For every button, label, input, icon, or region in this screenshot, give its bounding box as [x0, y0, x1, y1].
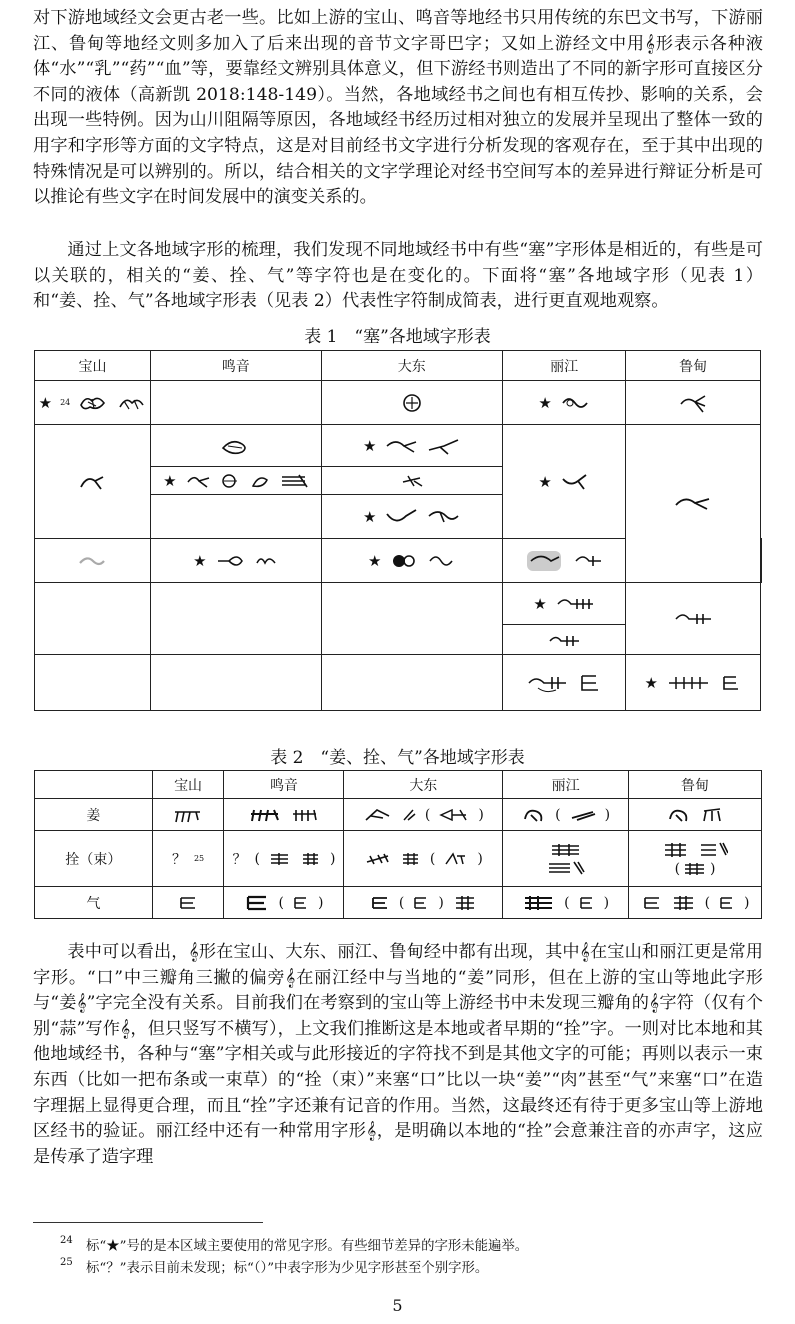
- unknown-mark: ？: [171, 851, 186, 868]
- paren-close: ): [604, 806, 611, 823]
- table1-cell: [35, 539, 151, 583]
- body-paragraph-2: 通过上文各地域字形的梳理，我们发现不同地域经书中有些“塞”字形体是相近的，有些是可以关联的，相关的“姜、拴、气”等字符也是在变化的。下面将“塞”各地域字形（见表 1）和“姜、拴、气”各地域字形表（见表 2）代表性字符制成简表，进行更直观地观察。: [33, 240, 763, 312]
- table1-cell: [35, 583, 151, 655]
- dongba-glyph: [641, 894, 663, 912]
- table1-header-dadong: 大东: [321, 351, 502, 381]
- dongba-glyph: [578, 672, 602, 694]
- dongba-glyph: [682, 861, 708, 877]
- table1-cell: [35, 655, 151, 711]
- dongba-glyph: [363, 806, 393, 824]
- table2-cell: [152, 831, 224, 887]
- table1-cell: [626, 583, 761, 655]
- dongba-glyph: [560, 471, 590, 493]
- paren-open: (: [424, 806, 431, 823]
- dongba-glyph: [364, 850, 392, 868]
- dongba-glyph: [220, 436, 252, 456]
- dongba-glyph-shaded: [525, 548, 565, 574]
- table1-cell: [502, 539, 626, 583]
- dongba-glyph: [673, 493, 713, 515]
- dongba-glyph: [401, 806, 417, 824]
- dongba-glyph: [549, 842, 583, 858]
- paren-open: (: [429, 850, 436, 867]
- dongba-glyph: [522, 894, 556, 912]
- dongba-glyph: [560, 393, 590, 413]
- table1-cell: [35, 381, 151, 425]
- table1-cell: [321, 425, 502, 467]
- table2-cell: [629, 831, 762, 887]
- table2-cell: [224, 887, 344, 919]
- dongba-glyph: [185, 472, 211, 490]
- table2-cell: [224, 799, 344, 831]
- dongba-glyph: [662, 841, 690, 859]
- table2-header-lijiang: 丽江: [503, 771, 629, 799]
- page-number: 5: [392, 1296, 403, 1315]
- dongba-glyph-faint: [77, 551, 107, 571]
- table2-cell: [152, 799, 224, 831]
- dongba-glyph: [427, 551, 455, 571]
- footnote-ref: 25: [193, 854, 205, 863]
- paren-close: ): [603, 894, 610, 911]
- star-mark: ★: [193, 551, 207, 570]
- table2-cell: [503, 887, 629, 919]
- table1-cell: [321, 495, 502, 539]
- table1-header-ludian: 鲁甸: [626, 351, 761, 381]
- paren-close: ): [744, 894, 750, 911]
- paren-close: ): [478, 806, 484, 823]
- dongba-glyph: [268, 850, 292, 868]
- dongba-glyph: [666, 805, 692, 825]
- dongba-glyph: [172, 806, 204, 824]
- footnote-number: 24: [60, 1235, 73, 1246]
- table1-caption: 表 1 “塞”各地域字形表: [304, 327, 491, 347]
- footnote-25: [60, 1257, 488, 1276]
- table1-cell: [150, 381, 321, 425]
- table1-header-mingyin: 鸣音: [150, 351, 321, 381]
- table2-header-mingyin: 鸣音: [224, 771, 344, 799]
- dongba-glyph: [292, 894, 310, 912]
- table1-cell: [35, 425, 151, 539]
- table2-cell: [344, 799, 503, 831]
- dongba-glyph: [384, 436, 418, 456]
- star-mark: ★: [363, 507, 377, 526]
- body-paragraph-1: 对下游地域经文会更古老一些。比如上游的宝山、鸣音等地经书只用传统的东巴文书写，下游丽江、鲁甸等地经文则多加入了后来出现的音节文字哥巴字；又如上游经文中用𝄞形表示各种液体“水”“乳”“药”“血”等，要靠经文辨别具体意义，但下游经书则造出了不同的新字形可直接区分不同的液体（高新凯 2018:148-149）。当然，各地域经书之间也有相互传抄、影响的关系，会出现一些特例。因为山川阻隔等原因，各地域经书经历过相对独立的发展并呈现出了整体一致的用字和字形等方面的文字特点，这是对目前经书文字进行分析发现的客观存在，至于其中出现的特殊情况是可以辨别的。所以，结合相关的文字学理论对经书空间写本的差异进行辩证分析是可以推论有些文字在时间发展中的演变关系的。: [33, 8, 763, 208]
- dongba-glyph: [244, 893, 270, 913]
- dongba-glyph: [546, 860, 586, 876]
- dongba-glyph: [369, 894, 391, 912]
- dongba-glyph: [526, 672, 570, 694]
- dongba-glyph: [452, 894, 478, 912]
- dongba-glyph: [384, 506, 418, 528]
- table1-cell: [321, 467, 502, 495]
- dongba-glyph: [666, 673, 712, 693]
- dongba-glyph: [400, 472, 424, 490]
- dongba-glyph: [78, 393, 108, 413]
- table1-cell: [502, 381, 626, 425]
- paren-close: ): [317, 894, 324, 911]
- table1-sai-glyphs: [34, 350, 762, 711]
- table2-jiang-shuan-qi-glyphs: [34, 770, 762, 919]
- table1-header-lijiang: 丽江: [502, 351, 626, 381]
- footnote-divider: [33, 1222, 263, 1223]
- dongba-glyph: [426, 436, 460, 456]
- paren-open: (: [564, 894, 570, 911]
- table2-header-baoshan: 宝山: [152, 771, 224, 799]
- dongba-glyph: [412, 894, 430, 912]
- paren-close: ): [710, 860, 716, 877]
- dongba-glyph: [720, 673, 742, 693]
- table2-cell: [503, 831, 629, 887]
- table1-cell: [150, 655, 321, 711]
- table1-cell: [150, 495, 321, 539]
- table1-cell: [626, 381, 761, 425]
- table2-cell: [629, 887, 762, 919]
- dongba-glyph: [443, 850, 469, 868]
- table2-header-ludian: 鲁甸: [629, 771, 762, 799]
- dongba-glyph: [300, 850, 322, 868]
- dongba-glyph: [673, 609, 713, 629]
- table1-cell: [321, 583, 502, 655]
- table2-row-label-qi: 气: [35, 887, 153, 919]
- dongba-glyph: [555, 594, 595, 614]
- dongba-glyph: [438, 806, 470, 824]
- table1-cell: [150, 425, 321, 467]
- body-paragraph-3: 表中可以看出，𝄞形在宝山、大东、丽江、鲁甸经中都有出现，其中𝄞在宝山和丽江更是常用字形。“口”中三瓣角三撇的偏旁𝄞在丽江经中与当地的“姜”同形，但在上游的宝山等地此字形与“姜𝄞”字完全没有关系。目前我们在考察到的宝山等上游经书中未发现三瓣角的𝄞字符（仅有个别“蒜”写作𝄞，但只竖写不横写），上文我们推断这是本地或者早期的“拴”字。一则对比本地和其他地域经书，各种与“塞”字相关或与此形接近的字符找不到是其他文字的可能；再则以表示一束东西（比如一把布条或一束草）的“拴（束）”来塞“口”比以一块“姜”“肉”甚至“气”来塞“口”在造字理据上显得更合理，而且“拴”字还兼有记音的作用。当然，这最终还有待于更多宝山等上游地区经书的验证。丽江经中还有一种常用字形𝄞，是明确以本地的“拴”会意兼注音的亦声字，这应是传承了造字理: [33, 942, 763, 1167]
- table1-cell: [321, 381, 502, 425]
- table1-cell: [321, 539, 502, 583]
- dongba-glyph: [248, 806, 282, 824]
- paren-close: ): [438, 894, 444, 911]
- table1-cell: [321, 655, 502, 711]
- paren-open: (: [704, 894, 711, 911]
- dongba-glyph: [698, 841, 728, 859]
- dongba-glyph: [249, 472, 271, 490]
- paren-open: (: [555, 806, 561, 823]
- star-mark: ★: [644, 673, 658, 692]
- dongba-glyph: [671, 894, 697, 912]
- dongba-glyph: [177, 894, 199, 912]
- star-mark: ★: [38, 393, 53, 412]
- footnote-ref: 24: [60, 398, 71, 407]
- footnote-text: 标“？”表示目前未发现；标“（）”中表字形为少见字形甚至个别字形。: [86, 1261, 489, 1276]
- dongba-glyph: [253, 551, 279, 571]
- dongba-glyph: [718, 894, 736, 912]
- dongba-glyph: [578, 894, 596, 912]
- table1-cell: [761, 539, 762, 583]
- star-mark: ★: [538, 393, 552, 412]
- star-mark: ★: [533, 594, 547, 613]
- star-mark: ★: [538, 472, 552, 491]
- table1-cell: [150, 539, 321, 583]
- dongba-glyph: [389, 550, 419, 572]
- table2-caption: 表 2 “姜、拴、气”各地域字形表: [270, 748, 525, 768]
- dongba-glyph: [400, 850, 422, 868]
- footnote-text: 标“★”号的是本区域主要使用的常见字形。有些细节差异的字形未能遍举。: [86, 1239, 529, 1254]
- table1-cell: [626, 655, 761, 711]
- table2-cell: [344, 887, 503, 919]
- table2-cell: [152, 887, 224, 919]
- paren-open: (: [254, 850, 260, 867]
- dongba-glyph: [215, 551, 245, 571]
- dongba-glyph: [677, 392, 709, 414]
- dongba-glyph: [569, 806, 597, 824]
- table1-cell: [502, 655, 626, 711]
- table1-cell: [626, 425, 761, 583]
- dongba-glyph: [279, 472, 309, 490]
- dongba-glyph: [290, 806, 320, 824]
- table2-cell: [344, 831, 503, 887]
- table1-cell: [502, 425, 626, 539]
- table1-cell: [150, 583, 321, 655]
- dongba-glyph: [700, 805, 724, 825]
- paren-open: (: [278, 894, 284, 911]
- paren-close: ): [477, 850, 483, 867]
- paren-open: (: [398, 894, 405, 911]
- table2-row-label-shuan: 拴（束）: [35, 831, 153, 887]
- star-mark: ★: [368, 551, 382, 570]
- table2-cell: [629, 799, 762, 831]
- unknown-mark: ？: [232, 851, 247, 868]
- table1-cell: [150, 467, 321, 495]
- dongba-glyph: [573, 551, 603, 571]
- footnote-number: 25: [60, 1257, 73, 1268]
- table1-header-baoshan: 宝山: [35, 351, 151, 381]
- table1-cell: [502, 625, 626, 655]
- dongba-glyph: [219, 472, 241, 490]
- table2-row-label-jiang: 姜: [35, 799, 153, 831]
- dongba-glyph: [426, 506, 460, 528]
- footnote-24: [60, 1235, 528, 1254]
- star-mark: ★: [163, 471, 177, 490]
- dongba-glyph: [77, 471, 107, 493]
- dongba-glyph: [521, 805, 547, 825]
- table2-cell: [224, 831, 344, 887]
- table1-cell: [502, 583, 626, 625]
- paren-close: ): [329, 850, 336, 867]
- dongba-glyph: [398, 393, 426, 413]
- dongba-glyph: [116, 393, 146, 413]
- table2-header-empty: [35, 771, 153, 799]
- table2-header-dadong: 大东: [344, 771, 503, 799]
- table2-cell: [503, 799, 629, 831]
- star-mark: ★: [363, 436, 377, 455]
- paren-open: (: [674, 860, 681, 877]
- dongba-glyph: [547, 631, 581, 649]
